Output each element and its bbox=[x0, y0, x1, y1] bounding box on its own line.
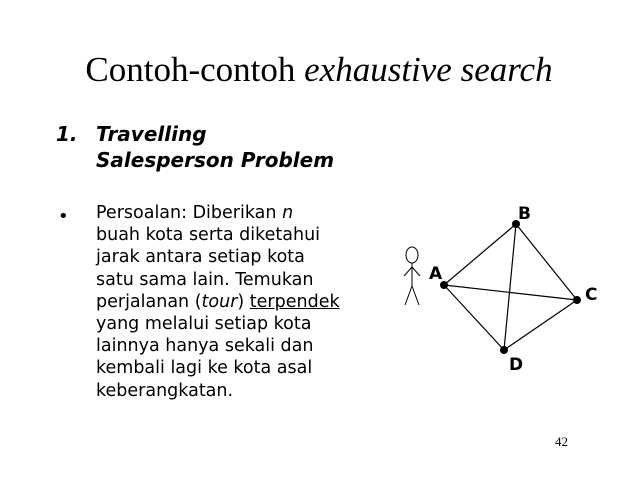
node-label-c: C bbox=[585, 285, 598, 305]
title-plain: Contoh-contoh bbox=[85, 50, 305, 89]
para-line-7: lainnya hanya sekali dan bbox=[96, 336, 314, 357]
para-line-1a: Persoalan: Diberikan bbox=[96, 203, 283, 223]
edge-b-d bbox=[504, 224, 516, 350]
heading-number: 1. bbox=[56, 122, 78, 146]
para-line-6: yang melalui setiap kota bbox=[96, 314, 312, 335]
node-c bbox=[573, 296, 581, 304]
heading-line-1: Travelling bbox=[96, 122, 207, 146]
para-terpendek: terpendek bbox=[249, 291, 340, 312]
para-line-5a: perjalanan ( bbox=[96, 291, 202, 312]
para-line-8: kembali lagi ke kota asal bbox=[96, 358, 313, 379]
para-line-2: buah kota serta diketahui bbox=[96, 225, 321, 246]
edge-c-d bbox=[504, 300, 577, 350]
para-line-3: jarak antara setiap kota bbox=[96, 247, 305, 268]
para-line-4: satu sama lain. Temukan bbox=[96, 269, 314, 290]
para-line-5c: ) bbox=[237, 291, 250, 312]
edge-a-b bbox=[444, 224, 516, 285]
title-italic: exhaustive search bbox=[304, 50, 553, 89]
edge-b-c bbox=[516, 224, 577, 300]
stick-person-icon bbox=[404, 247, 420, 305]
para-tour: tour bbox=[201, 291, 238, 312]
page-number: 42 bbox=[555, 434, 568, 449]
edge-a-d bbox=[444, 285, 504, 350]
node-label-d: D bbox=[509, 355, 524, 375]
para-line-9: keberangkatan. bbox=[96, 380, 234, 401]
node-label-b: B bbox=[518, 204, 531, 224]
heading-line-2: Salesperson Problem bbox=[96, 148, 335, 172]
bullet-marker: • bbox=[58, 206, 69, 227]
para-var-n: n bbox=[282, 203, 294, 223]
node-d bbox=[500, 346, 508, 354]
node-label-a: A bbox=[429, 264, 443, 284]
